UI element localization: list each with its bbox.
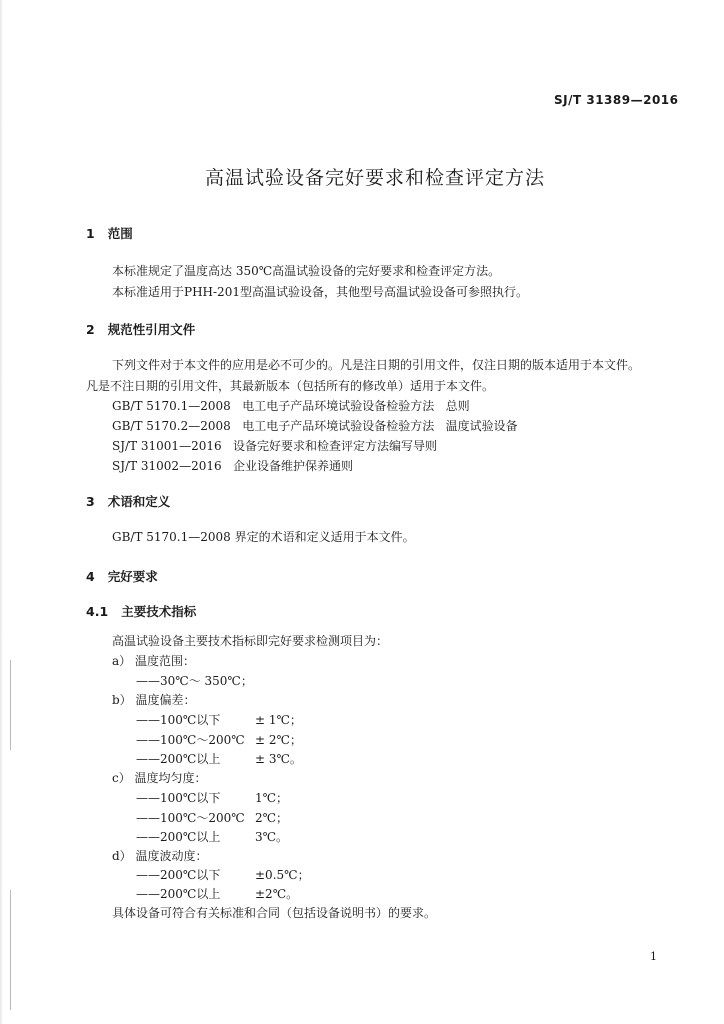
section-2-paragraph-line-1: 下列文件对于本文件的应用是必不可少的。凡是注日期的引用文件，仅注日期的版本适用于本文件。 xyxy=(112,358,641,372)
scan-artifact-line xyxy=(10,890,11,1010)
section-1-heading: 1 范围 xyxy=(86,226,133,241)
item-b-label: b） 温度偏差： xyxy=(112,693,196,707)
item-d-range: ——200℃以下 xyxy=(136,868,221,882)
item-a-label: a） 温度范围： xyxy=(112,654,195,668)
item-d-value: ±0.5℃； xyxy=(255,868,310,882)
item-c-value: 2℃； xyxy=(255,811,289,825)
item-a-range: ——30℃～ 350℃； xyxy=(136,674,253,688)
document-title: 高温试验设备完好要求和检查评定方法 xyxy=(205,167,546,189)
item-b-range: ——100℃～200℃ xyxy=(136,733,245,747)
section-2-paragraph-line-2: 凡是不注日期的引用文件，其最新版本（包括所有的修改单）适用于本文件。 xyxy=(86,379,495,393)
section-1-paragraph-1: 本标准规定了温度高达 350℃高温试验设备的完好要求和检查评定方法。 xyxy=(112,264,501,278)
item-c-label: c） 温度均匀度： xyxy=(112,771,207,785)
section-4-1-intro: 高温试验设备主要技术指标即完好要求检测项目为： xyxy=(112,634,389,648)
item-b-range: ——100℃以下 xyxy=(136,713,221,727)
item-c-range: ——100℃～200℃ xyxy=(136,811,245,825)
reference-item: SJ/T 31001—2016 设备完好要求和检查评定方法编写导则 xyxy=(112,439,438,453)
item-c-value: 1℃； xyxy=(255,791,289,805)
item-d-value: ±2℃。 xyxy=(255,887,299,901)
scan-artifact-line xyxy=(10,660,11,750)
section-4-1-heading: 4.1 主要技术指标 xyxy=(86,604,197,619)
section-4-1-closing: 具体设备可符合有关标准和合同（包括设备说明书）的要求。 xyxy=(112,906,437,920)
item-b-range: ——200℃以上 xyxy=(136,752,221,766)
page-number: 1 xyxy=(650,950,657,963)
item-b-value: ± 3℃。 xyxy=(255,752,302,766)
item-b-value: ± 2℃； xyxy=(255,733,302,747)
section-2-heading: 2 规范性引用文件 xyxy=(86,322,196,337)
item-c-range: ——200℃以上 xyxy=(136,830,221,844)
item-d-label: d） 温度波动度： xyxy=(112,849,208,863)
reference-item: SJ/T 31002—2016 企业设备维护保养通则 xyxy=(112,459,354,473)
item-c-range: ——100℃以下 xyxy=(136,791,221,805)
reference-item: GB/T 5170.1—2008 电工电子产品环境试验设备检验方法 总则 xyxy=(112,399,470,413)
section-1-paragraph-2: 本标准适用于PHH-201型高温试验设备，其他型号高温试验设备可参照执行。 xyxy=(112,285,528,299)
item-b-value: ± 1℃； xyxy=(255,713,302,727)
section-4-heading: 4 完好要求 xyxy=(86,569,158,584)
item-c-value: 3℃。 xyxy=(255,830,289,844)
section-3-heading: 3 术语和定义 xyxy=(86,494,171,509)
item-d-range: ——200℃以上 xyxy=(136,887,221,901)
scan-edge xyxy=(0,0,3,1024)
section-3-paragraph: GB/T 5170.1—2008 界定的术语和定义适用于本文件。 xyxy=(112,530,415,544)
reference-item: GB/T 5170.2—2008 电工电子产品环境试验设备检验方法 温度试验设备 xyxy=(112,419,518,433)
standard-code: SJ/T 31389—2016 xyxy=(554,93,679,107)
